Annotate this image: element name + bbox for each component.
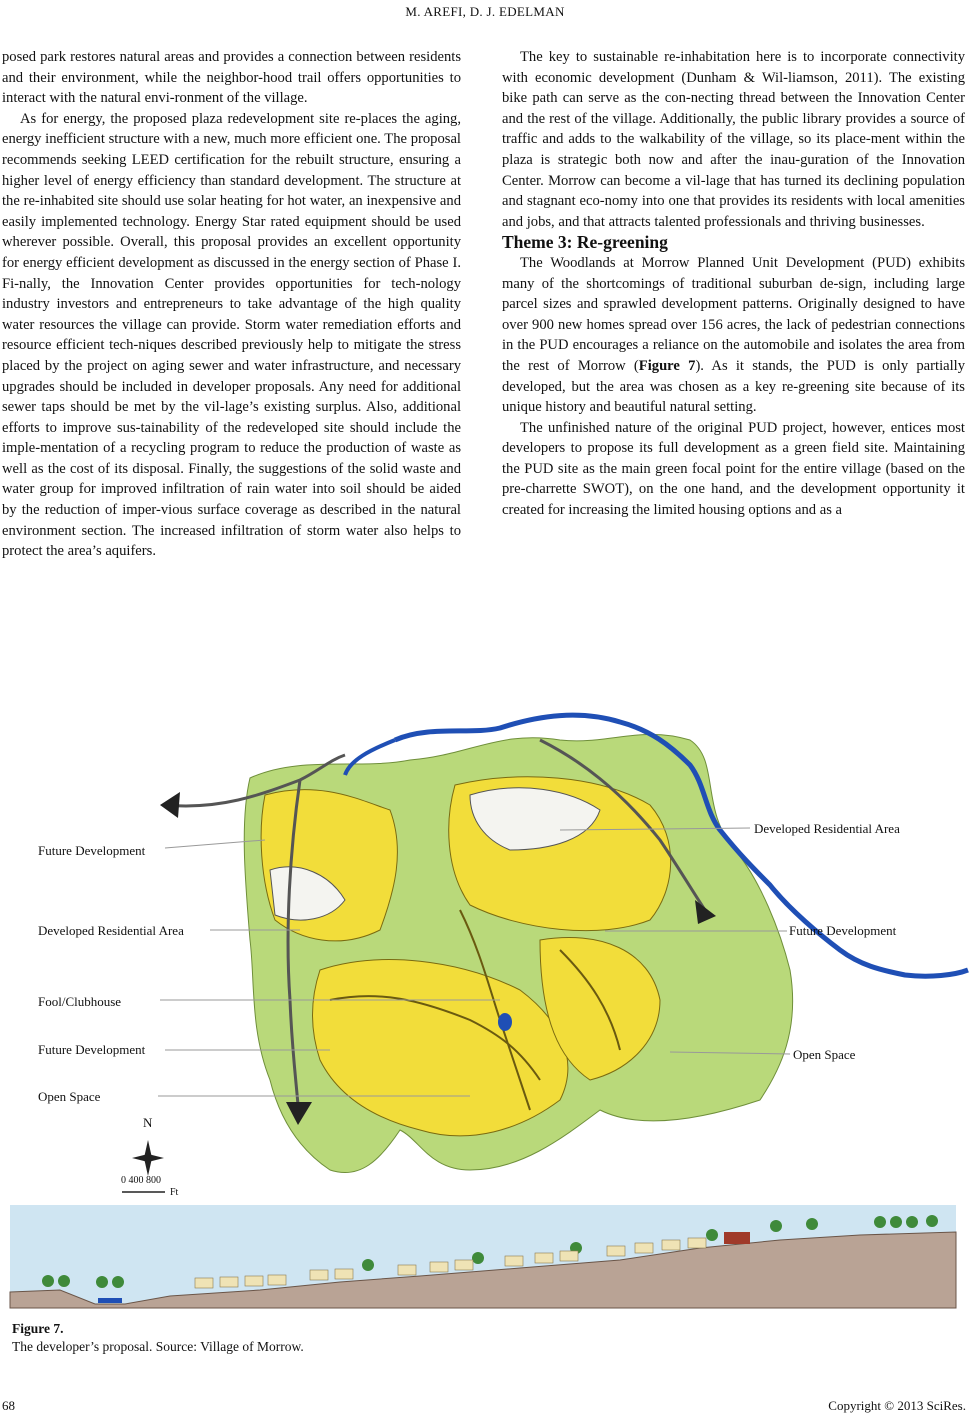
figure-reference[interactable]: Figure 7 [638, 357, 696, 374]
map-label: Open Space [793, 1047, 856, 1062]
page-number: 68 [2, 1398, 15, 1413]
house-icon [335, 1269, 353, 1279]
tree-icon [770, 1220, 782, 1232]
copyright: Copyright © 2013 SciRes. [828, 1398, 966, 1413]
house-icon [430, 1262, 448, 1272]
section-heading: Theme 3: Re-greening [502, 232, 668, 253]
house-icon [268, 1275, 286, 1285]
section-stream [98, 1298, 122, 1303]
tree-icon [874, 1216, 886, 1228]
site-plan-illustration [0, 700, 970, 1320]
house-icon [195, 1278, 213, 1288]
figure-caption-title: Figure 7. [12, 1321, 64, 1336]
house-icon [688, 1238, 706, 1248]
house-icon [220, 1277, 238, 1287]
house-icon [310, 1270, 328, 1280]
tree-icon [112, 1276, 124, 1288]
house-icon [635, 1243, 653, 1253]
paragraph: The key to sustainable re-inhabitation here is to incorporate connectivity with economic development (Dunham & Wil-liamson, 2011). The existing bike path can serve as the con-necting thread between the Innovation Center and the rest of the village. Additionally, the public library provides a source of traffic and adds to the walkability of the village, so its place-ment within the plaza is strategic both now and after the inau-guration of the Innovation Center. Morrow can become a vil-lage that has turned its declining population and stagnant eco-nomy into one that provides its residents with local amenities and jobs, and that attracts talented professionals and thriving businesses. [502, 49, 965, 230]
house-icon [535, 1253, 553, 1263]
map-label: Open Space [38, 1089, 101, 1104]
scale-label: 0 400 800 [121, 1175, 161, 1186]
tree-icon [58, 1275, 70, 1287]
section-clubhouse [724, 1232, 750, 1244]
house-icon [560, 1251, 578, 1261]
tree-icon [362, 1259, 374, 1271]
paragraph: As for energy, the proposed plaza redevelopment site re-places the aging, energy inefficient structure with a new, much more efficient one. The proposal recommends seeking LEED certification for the rebuilt structure, ensuring a higher level of energy efficiency than standard development. The structure at the re-inhabited site should use solar heating for hot water, an inexpensive and easily implemented technology. Energy Star rated equipment should be used wherever possible. Overall, this proposal provides an excellent opportunity for energy efficient development as discussed in the energy section of Phase I. Fi-nally, the Innovation Center provides opportunities for tech-nology industry investors and entrepreneurs to take advantage of the high quality water resources the village can provide. Storm water remediation efforts and resource efficient tech-niques described previously help to mitigate the stress placed by the project on aging sewer and water infrastructure, and necessary upgrades should be included in developer proposals. Any need for additional sewer taps should be met by the vil-lage’s existing surplus. Also, additional efforts to improve sus-tainability of the redeveloped site should include the imple-mentation of a recycling program to reduce the production of waste as well as the cost of its disposal. Finally, the suggestions of the solid waste and water group for improved infiltration of rain water into soil should be aided by the reduction of imper-vious surface coverage as described in the natural environment section. The increased infiltration of storm water also helps to protect the area’s aquifers. [2, 110, 461, 560]
figure-caption-text: The developer’s proposal. Source: Village of Morrow. [12, 1339, 304, 1354]
tree-icon [890, 1216, 902, 1228]
north-label: N [143, 1115, 153, 1130]
house-icon [398, 1265, 416, 1275]
house-icon [245, 1276, 263, 1286]
tree-icon [96, 1276, 108, 1288]
pond [498, 1013, 512, 1031]
tree-icon [906, 1216, 918, 1228]
tree-icon [806, 1218, 818, 1230]
scale-unit: Ft [170, 1187, 179, 1198]
house-icon [607, 1246, 625, 1256]
north-arrow-cross-icon [132, 1154, 164, 1162]
map-label: Future Development [38, 1042, 146, 1057]
right-text-column [502, 47, 965, 521]
development-area-west [261, 790, 397, 941]
tree-icon [926, 1215, 938, 1227]
house-icon [662, 1240, 680, 1250]
paragraph: posed park restores natural areas and provides a connection between residents and their environment, while the neighbor-hood trail offers opportunities to interact with the natural envi-ronment of the village. [2, 49, 461, 107]
tree-icon [42, 1275, 54, 1287]
house-icon [455, 1260, 473, 1270]
paragraph: The Woodlands at Morrow Planned Unit Development (PUD) exhibits many of the shortcomings of traditional suburban de-sign, including large parcel sizes and sprawled development patterns. Originally designed to have over 900 new homes spread over 156 acres, the lack of pedestrian connections in the PUD encourages a reliance on the automobile and isolates the area from the rest of Morrow (Figure 7). As it stands, the PUD is only partially developed, but the area was chosen as a key re-greening site because of its unique history and beautiful natural setting. [502, 254, 966, 416]
left-text-column [2, 47, 461, 562]
map-label: Developed Residential Area [754, 821, 900, 836]
paragraph: The unfinished nature of the original PUD project, however, entices most developers to propose its full development as a green field site. Maintaining the PUD site as the main green focal point for the entire village (based on the pre-charrette SWOT), on the one hand, and the development opportunity it created for increasing the limited housing options and as a [502, 419, 965, 519]
figure-7 [0, 700, 970, 1320]
map-label: Developed Residential Area [38, 923, 184, 938]
tree-icon [706, 1229, 718, 1241]
arrow-northwest-icon [160, 792, 180, 818]
tree-icon [472, 1252, 484, 1264]
map-label: Future Development [789, 923, 897, 938]
map-label: Fool/Clubhouse [38, 994, 122, 1009]
house-icon [505, 1256, 523, 1266]
running-head: M. AREFI, D. J. EDELMAN [405, 4, 565, 19]
map-label: Future Development [38, 843, 146, 858]
